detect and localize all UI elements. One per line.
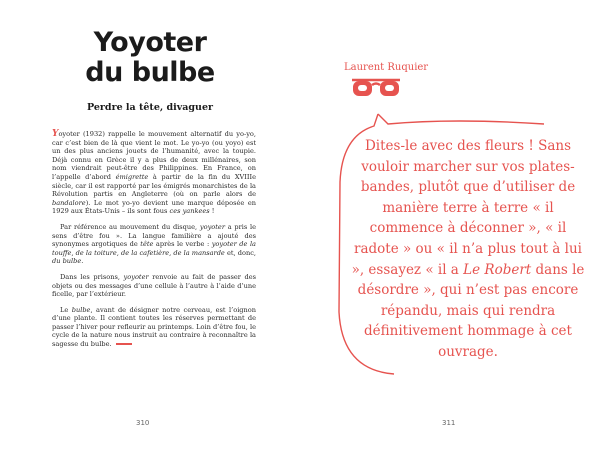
text-run: ). Le mot yo-yo devient une marque déposée en 1929 aux États-Unis – ils sont fous <box>52 198 256 216</box>
text-run: dans le désordre », qui n’est pas encore répandu, mais qui rendra définitivement hommage à cet ouvrage. <box>357 261 585 360</box>
page-number: 310 <box>136 419 150 427</box>
text-run: renvoie au fait de passer des objets ou des messages d’une cellule à l’autre à l’aide d’une ficelle, par l’extérieur. <box>52 272 256 299</box>
page-number: 311 <box>442 419 456 427</box>
paragraph-2 <box>52 223 256 266</box>
text-run: oyoter (1932) rappelle le mouvement alternatif du yo-yo, car c’est bien de là que vient le mot. Le yo-yo (ou yoyo) est un des plus anciens jouets de l’humanité, avec la toupie. Déjà connu en Grèce il y a plus de deux millénaires, son nom viendrait peut-être des Philippines. En France, on l’appelle d’abord <box>52 130 256 181</box>
author-name: Laurent Ruquier <box>344 62 429 73</box>
text-run: yoyoter <box>199 222 225 231</box>
text-run: et, donc, <box>224 248 256 257</box>
page-subtitle: Perdre la tête, divaguer <box>86 102 213 113</box>
text-run: à partir de la fin du XVIIIe siècle, car il est rapporté par les émigrés monarchistes de la Révolution partis en Angleterre (où on parle alors de <box>52 172 256 199</box>
text-run: émigrette <box>115 172 149 181</box>
end-mark <box>116 343 132 345</box>
text-run: bulbe <box>71 305 91 314</box>
paragraph-1 <box>52 130 256 216</box>
title-line-1: Yoyoter <box>93 27 207 58</box>
text-run: Le Robert <box>463 261 532 278</box>
glasses-icon <box>350 76 402 100</box>
text-run: ! <box>209 207 215 216</box>
drop-cap: Y <box>52 129 59 139</box>
text-run: du bulbe <box>52 257 82 266</box>
text-run: ces yankees <box>169 207 210 216</box>
page-title <box>60 28 240 88</box>
title-line-2: du bulbe <box>85 57 215 88</box>
paragraph-3 <box>52 273 256 299</box>
text-run: Dans les prisons, <box>60 272 124 281</box>
paragraph-4 <box>52 306 256 349</box>
quote-text <box>346 136 590 363</box>
text-run: . <box>81 257 84 266</box>
text-run: Le <box>60 305 72 314</box>
text-run: yoyoter <box>123 272 149 281</box>
right-page <box>300 0 600 450</box>
text-run: après le verbe : <box>153 240 212 249</box>
text-run: a pris le sens d’être fou ». La langue familière a ajouté des synonymes argotiques de <box>52 222 256 249</box>
text-run: Dites-le avec des fleurs ! Sans vouloir marcher sur vos plates-bandes, plutôt que d’utiliser de manière terre à terre « il commence à déconner », « il radote » ou « il n’a plus tout à lui », essayez « il a <box>351 138 582 278</box>
article-body <box>52 130 256 356</box>
text-run: yoyoter de la touffe, de la toiture, de la cafetière, de la mansarde <box>52 240 256 257</box>
text-run: , avant de désigner notre cerveau, est l’oignon d’une plante. Il contient toutes les réserves permettant de passer l’hiver pour refleurir au printemps. Loin d’être fou, le cycle de la nature nous instruit au contraire à reconnaître la sagesse du bulbe. <box>52 305 256 349</box>
text-run: tête <box>140 240 154 249</box>
text-run: Par référence au mouvement du disque, <box>60 222 200 231</box>
text-run: bandalore <box>52 198 86 207</box>
